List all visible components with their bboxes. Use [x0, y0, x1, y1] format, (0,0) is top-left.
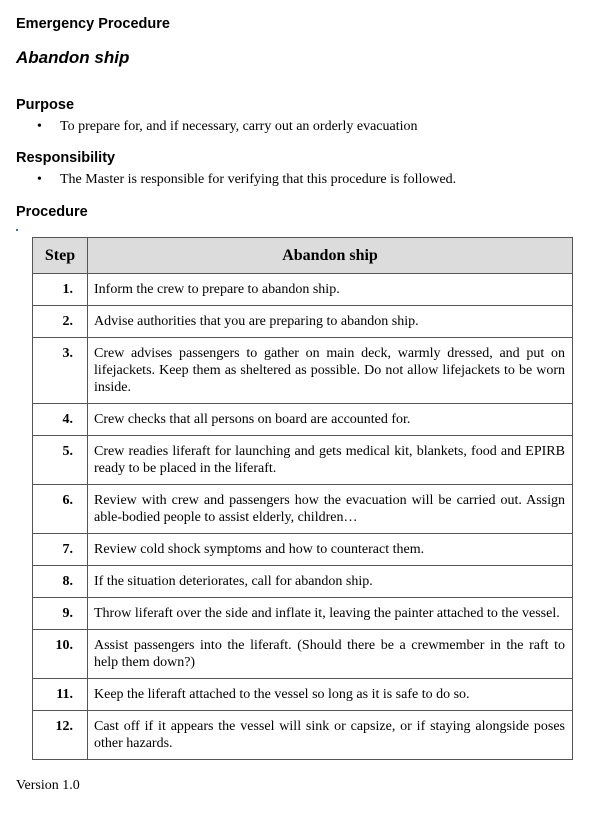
- purpose-text: To prepare for, and if necessary, carry out an orderly evacuation: [60, 119, 418, 134]
- step-number: 6.: [33, 485, 88, 534]
- step-instruction: Crew checks that all persons on board are accounted for.: [88, 404, 573, 436]
- table-row: [33, 534, 573, 566]
- table-row: [33, 404, 573, 436]
- table-row: [33, 485, 573, 534]
- table-row: [33, 338, 573, 404]
- table-row: [33, 436, 573, 485]
- step-instruction: Inform the crew to prepare to abandon ship.: [88, 274, 573, 306]
- step-instruction: Cast off if it appears the vessel will sink or capsize, or if staying alongside poses other hazards.: [88, 711, 573, 760]
- step-instruction: Crew readies liferaft for launching and gets medical kit, blankets, food and EPIRB ready to be placed in the liferaft.: [88, 436, 573, 485]
- table-row: [33, 274, 573, 306]
- table-row: [33, 566, 573, 598]
- paragraph-mark: [16, 229, 18, 231]
- step-number: 8.: [33, 566, 88, 598]
- step-number: 7.: [33, 534, 88, 566]
- table-row: [33, 679, 573, 711]
- document-subtitle: Abandon ship: [16, 48, 130, 67]
- step-number: 4.: [33, 404, 88, 436]
- table-row: [33, 630, 573, 679]
- step-instruction: Throw liferaft over the side and inflate it, leaving the painter attached to the vessel.: [88, 598, 573, 630]
- column-header-action: Abandon ship: [88, 238, 573, 274]
- step-number: 10.: [33, 630, 88, 679]
- step-instruction: If the situation deteriorates, call for abandon ship.: [88, 566, 573, 598]
- table-row: [33, 711, 573, 760]
- bullet-icon: •: [37, 172, 42, 187]
- step-instruction: Advise authorities that you are preparing to abandon ship.: [88, 306, 573, 338]
- responsibility-heading: Responsibility: [16, 150, 116, 166]
- purpose-bullet: [37, 119, 418, 135]
- step-instruction: Crew advises passengers to gather on main deck, warmly dressed, and put on lifejackets. Keep them as sheltered as possible. Do not allow lifejackets to be worn inside.: [88, 338, 573, 404]
- step-number: 11.: [33, 679, 88, 711]
- version-label: Version 1.0: [16, 778, 80, 793]
- procedure-heading: Procedure: [16, 204, 88, 220]
- table-row: [33, 598, 573, 630]
- step-number: 1.: [33, 274, 88, 306]
- step-instruction: Review with crew and passengers how the evacuation will be carried out. Assign able-bodied people to assist elderly, children…: [88, 485, 573, 534]
- bullet-icon: •: [37, 119, 42, 134]
- purpose-heading: Purpose: [16, 97, 75, 113]
- document-title: Emergency Procedure: [16, 16, 170, 32]
- step-number: 12.: [33, 711, 88, 760]
- step-number: 2.: [33, 306, 88, 338]
- step-instruction: Assist passengers into the liferaft. (Should there be a crewmember in the raft to help them down?): [88, 630, 573, 679]
- procedure-table: [32, 237, 573, 760]
- step-number: 9.: [33, 598, 88, 630]
- step-instruction: Review cold shock symptoms and how to counteract them.: [88, 534, 573, 566]
- table-body: [33, 274, 573, 760]
- step-instruction: Keep the liferaft attached to the vessel so long as it is safe to do so.: [88, 679, 573, 711]
- step-number: 5.: [33, 436, 88, 485]
- responsibility-text: The Master is responsible for verifying that this procedure is followed.: [60, 172, 457, 187]
- table-row: [33, 306, 573, 338]
- column-header-step: Step: [33, 238, 88, 274]
- step-number: 3.: [33, 338, 88, 404]
- table-header-row: [33, 238, 573, 274]
- responsibility-bullet: [37, 172, 456, 188]
